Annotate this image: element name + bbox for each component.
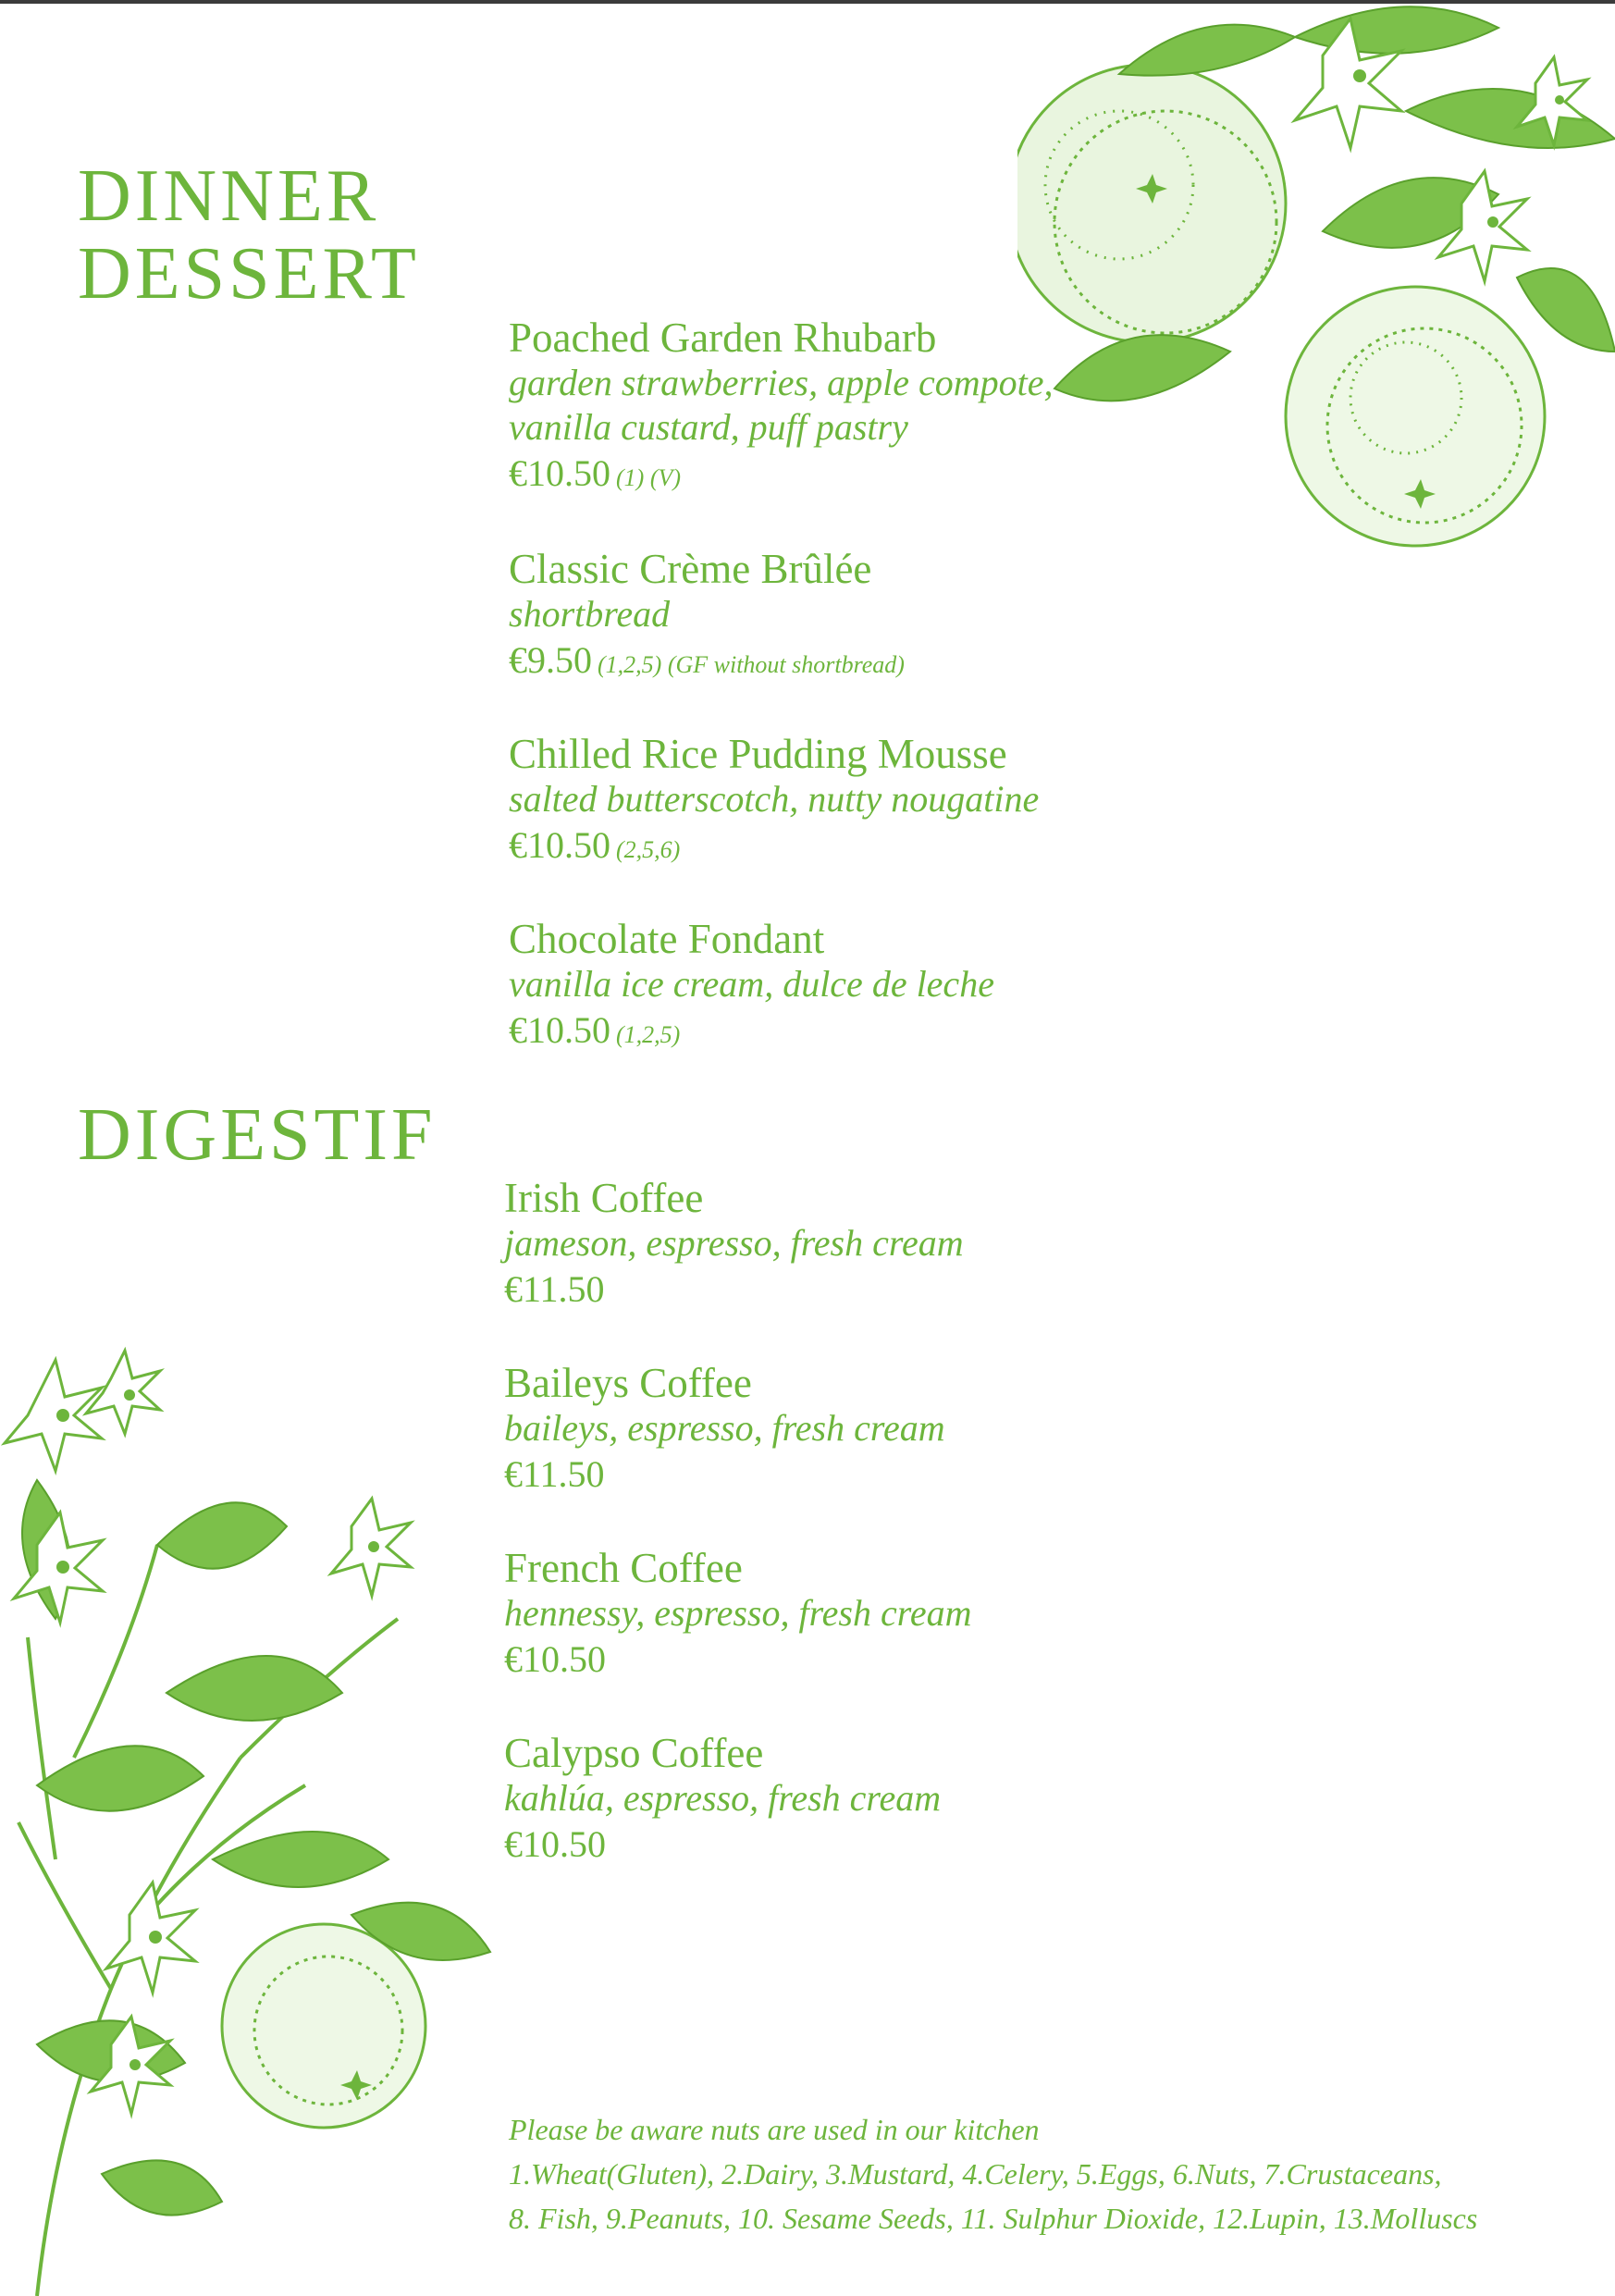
item-description: salted butterscotch, nutty nougatine xyxy=(509,778,1040,820)
item-allergen-note: (1,2,5) (GF without shortbread) xyxy=(598,651,905,678)
item-name: Chocolate Fondant xyxy=(509,916,825,962)
item-price: €10.50 xyxy=(504,1638,606,1680)
orange-branch-illustration-top-right xyxy=(1017,0,1615,555)
menu-item xyxy=(504,1175,964,1314)
orange-blossom-illustration-bottom-left xyxy=(0,1341,518,2296)
item-allergen-note: (1,2,5) xyxy=(616,1021,681,1048)
item-description: garden strawberries, apple compote, xyxy=(509,362,1054,403)
item-description: kahlúa, espresso, fresh cream xyxy=(504,1777,942,1819)
allergen-footer xyxy=(509,2107,1600,2240)
item-name: Calypso Coffee xyxy=(504,1730,764,1776)
allergen-list-line: 8. Fish, 9.Peanuts, 10. Sesame Seeds, 11. Sulphur Dioxide, 12.Lupin, 13.Molluscs xyxy=(509,2202,1478,2235)
section-title-line: DIGESTIF xyxy=(78,1094,437,1176)
item-price-line xyxy=(509,450,1053,502)
item-price: €11.50 xyxy=(504,1268,605,1310)
item-price: €9.50 xyxy=(509,639,592,681)
item-name: French Coffee xyxy=(504,1545,743,1591)
item-name: Chilled Rice Pudding Mousse xyxy=(509,731,1007,777)
menu-item xyxy=(504,1730,941,1869)
item-description: vanilla ice cream, dulce de leche xyxy=(509,963,994,1005)
item-name: Baileys Coffee xyxy=(504,1360,752,1406)
item-price-line xyxy=(509,636,905,689)
item-price: €11.50 xyxy=(504,1453,605,1495)
item-description: shortbread xyxy=(509,593,671,635)
item-allergen-note: (2,5,6) xyxy=(616,836,681,863)
menu-item xyxy=(509,315,1053,502)
item-description: vanilla custard, puff pastry xyxy=(509,406,908,448)
item-name: Poached Garden Rhubarb xyxy=(509,315,937,361)
menu-item xyxy=(509,916,994,1059)
nuts-warning: Please be aware nuts are used in our kitchen xyxy=(509,2113,1040,2146)
item-description: hennessy, espresso, fresh cream xyxy=(504,1592,972,1634)
item-allergen-note: (1) (V) xyxy=(616,464,682,491)
item-price: €10.50 xyxy=(509,824,610,866)
section-title-digestif xyxy=(78,1096,437,1174)
allergen-list-line: 1.Wheat(Gluten), 2.Dairy, 3.Mustard, 4.Celery, 5.Eggs, 6.Nuts, 7.Crustaceans, xyxy=(509,2157,1442,2191)
menu-item xyxy=(509,731,1039,874)
item-price-line xyxy=(509,1006,994,1059)
item-name: Irish Coffee xyxy=(504,1175,704,1221)
menu-item xyxy=(509,546,905,689)
item-price-line xyxy=(509,821,1039,874)
item-description: baileys, espresso, fresh cream xyxy=(504,1407,945,1449)
item-description: jameson, espresso, fresh cream xyxy=(504,1222,964,1264)
item-name: Classic Crème Brûlée xyxy=(509,546,872,592)
menu-item xyxy=(504,1360,945,1499)
menu-item xyxy=(504,1545,971,1684)
section-title-line: DESSERT xyxy=(78,233,420,315)
section-title-line: DINNER xyxy=(78,155,380,237)
item-price: €10.50 xyxy=(509,452,610,494)
item-price: €10.50 xyxy=(509,1009,610,1051)
item-price: €10.50 xyxy=(504,1823,606,1865)
section-title-dinner-dessert xyxy=(78,157,420,313)
